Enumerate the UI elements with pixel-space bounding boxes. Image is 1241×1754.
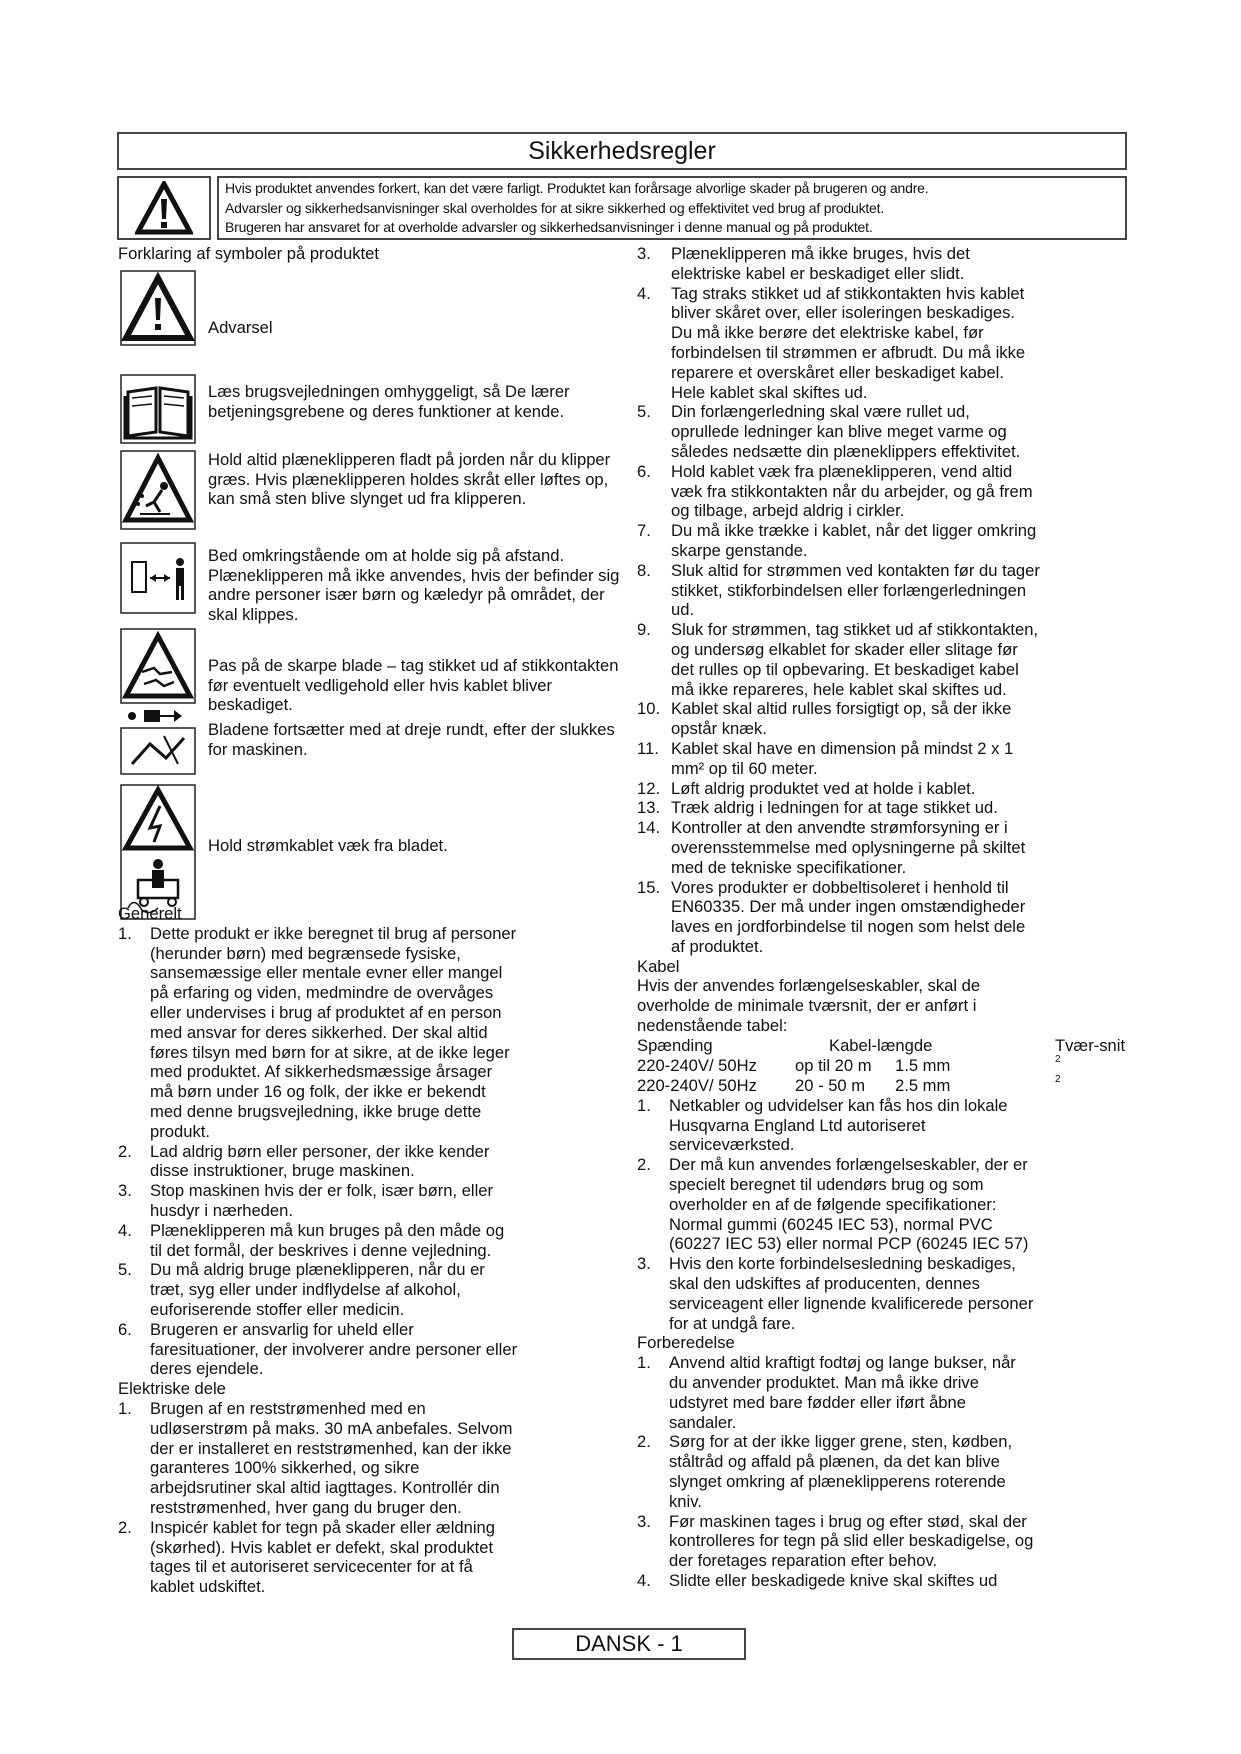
list-item-line: Inspicér kablet for tegn på skader eller ældning [150, 1517, 495, 1537]
list-item-number: 3. [637, 1254, 651, 1274]
list-item-number: 1. [637, 1353, 651, 1373]
cable-list [637, 1096, 1157, 1334]
list-item-line: oprullede ledninger kan blive meget varme og [671, 422, 1007, 442]
list-item-line: på erfaring og viden, medmindre de overvåges [150, 983, 494, 1003]
list-item [637, 620, 1157, 699]
list-item-number: 6. [637, 461, 651, 481]
cable-table [637, 1036, 1157, 1096]
list-item-line: Før maskinen tages i brug og efter stød, skal der [669, 1511, 1027, 1531]
list-item-line: Brugeren er ansvarlig for uheld eller [150, 1319, 414, 1339]
list-item [637, 402, 1157, 461]
list-item [637, 462, 1157, 521]
list-item-line: (herunder børn) med begrænsede fysiske, [150, 943, 461, 963]
list-item-line: forbindelsen til strømmen er afbrudt. Du må ikke [671, 342, 1026, 362]
list-item-line: med produktet. Af sikkerhedsmæssige årsager [150, 1062, 493, 1082]
list-item-line: kniv. [669, 1491, 702, 1511]
warning-banner [117, 176, 1127, 240]
list-item-number: 3. [637, 244, 651, 263]
list-item-number: 12. [637, 778, 661, 798]
list-item-line: Kablet skal have en dimension på mindst 2 x 1 [671, 738, 1014, 758]
list-item-number: 1. [637, 1095, 651, 1115]
list-item [637, 521, 1157, 561]
list-item-number: 2. [118, 1517, 132, 1537]
list-item-number: 8. [637, 560, 651, 580]
list-item-line: kablet udskiftet. [150, 1577, 266, 1597]
list-item-line: Sørg for at der ikke ligger grene, sten, kødben, [669, 1432, 1013, 1452]
warning-line-1: Hvis produktet anvendes forkert, kan det være farligt. Produktet kan forårsage alvorlige skader på brugeren og andre. [225, 180, 929, 196]
warning-line-3: Brugeren har ansvaret for at overholde advarsler og sikkerhedsanvisninger i denne manual og på produktet. [225, 219, 873, 235]
list-item-line: føres tilsyn med børn for at sikre, at de ikke leger [150, 1042, 510, 1062]
cable-intro-3: nedenstående tabel: [637, 1016, 788, 1036]
general-section [118, 904, 618, 1597]
list-item [118, 1399, 618, 1518]
list-item-number: 9. [637, 620, 651, 640]
list-item-line: Du må aldrig bruge plæneklipperen, når du er [150, 1260, 485, 1280]
list-item-line: og tilbage, arbejd aldrig i cirkler. [671, 501, 905, 521]
list-item-line: kontrolleres for tegn på slid eller beskadigelse, og [669, 1531, 1034, 1551]
list-item-line: (skørhed). Hvis kablet er defekt, skal produktet [150, 1537, 494, 1557]
table-cell: 220-240V/ 50Hz [637, 1055, 757, 1075]
table-cell: op til 20 m [795, 1055, 872, 1075]
list-item-line: euforiserende stoffer eller medicin. [150, 1299, 405, 1319]
list-item-line: skarpe genstande. [671, 540, 808, 560]
list-item-line: træt, syg eller under indflydelse af alkohol, [150, 1280, 461, 1300]
electric-shock-icon [120, 784, 196, 920]
list-item [637, 284, 1157, 403]
list-item-line: ud. [671, 600, 695, 620]
list-item [118, 1518, 618, 1597]
list-item-line: (60227 IEC 53) eller normal PCP (60245 IEC 57) [669, 1234, 1029, 1254]
unplug-icon [120, 704, 196, 776]
list-item-number: 1. [118, 1398, 132, 1418]
list-item-number: 13. [637, 798, 661, 818]
list-item-line: Kontroller at den anvendte strømforsyning er i [671, 818, 1008, 838]
list-item-line: produkt. [150, 1121, 210, 1141]
list-item-line: tages til et autoriseret servicecenter for at få [150, 1557, 473, 1577]
list-item-line: af produktet. [671, 936, 764, 956]
list-item-line: specielt beregnet til udendørs brug og som [669, 1175, 984, 1195]
list-item-line: Husqvarna England Ltd autoriseret [669, 1115, 926, 1135]
list-item [637, 1512, 1157, 1571]
list-item [118, 1181, 618, 1221]
list-item-number: 4. [637, 283, 651, 303]
list-item-number: 2. [637, 1155, 651, 1175]
right-column [637, 244, 1157, 1591]
list-item-line: for at undgå fare. [669, 1313, 796, 1333]
list-item-line: Hold kablet væk fra plæneklipperen, vend altid [671, 461, 1013, 481]
list-item-number: 2. [637, 1432, 651, 1452]
list-item-line: Lad aldrig børn eller personer, der ikke kender [150, 1141, 490, 1161]
list-item-number: 6. [118, 1319, 132, 1339]
list-item-line: laves en jordforbindelse til nogen som helst dele [671, 917, 1026, 937]
warning-text [217, 176, 1127, 240]
list-item [637, 1096, 1157, 1155]
list-item [118, 1142, 618, 1182]
list-item-line: Normal gummi (60245 IEC 53), normal PVC [669, 1214, 993, 1234]
list-item-line: ståltråd og affald på plænen, da det kan blive [669, 1452, 1000, 1472]
list-item-line: opstår knæk. [671, 719, 767, 739]
list-item [637, 1155, 1157, 1254]
open-book-icon [120, 374, 196, 444]
symbols-heading: Forklaring af symboler på produktet [118, 244, 380, 263]
list-item [637, 1571, 1157, 1591]
list-item-line: garanteres 100% sikkerhed, og sikre [150, 1458, 420, 1478]
list-item-number: 14. [637, 818, 661, 838]
list-item-line: disse instruktioner, bruge maskinen. [150, 1161, 415, 1181]
list-item-line: Hvis den korte forbindelsesledning beskadiges, [669, 1254, 1016, 1274]
table-cell-superscript: 2 [1055, 1053, 1061, 1065]
list-item-line: Anvend altid kraftigt fodtøj og lange bukser, når [669, 1353, 1016, 1373]
list-item-number: 4. [637, 1571, 651, 1590]
list-item-line: Netkabler og udvidelser kan fås hos din lokale [669, 1095, 1008, 1115]
list-item-line: Plæneklipperen må kun bruges på den måde og [150, 1220, 505, 1240]
list-item-line: Sluk for strømmen, tag stikket ud af stikkontakten, [671, 620, 1039, 640]
list-item-line: med denne brugsvejledning, ikke bruge dette [150, 1101, 482, 1121]
symbol-text-2: Læs brugsvejledningen omhyggeligt, så De lærer betjeningsgrebene og deres funktioner at kende. [208, 381, 570, 421]
list-item-line: der er installeret en reststrømenhed, kan der ikke [150, 1438, 512, 1458]
table-cell: 20 - 50 m [795, 1075, 866, 1095]
table-cell: 2.5 mm [895, 1075, 951, 1095]
prep-heading: Forberedelse [637, 1333, 735, 1353]
list-item-line: Vores produkter er dobbeltisoleret i henhold til [671, 877, 1009, 897]
list-item [637, 244, 1157, 284]
symbol-text-3: Hold altid plæneklipperen fladt på jorden når du klipper græs. Hvis plæneklipperen holdes skråt eller løftes op, kan små sten blive slynget ud fra klipperen. [208, 449, 611, 509]
list-item-line: Sluk altid for strømmen ved kontakten før du tager [671, 560, 1040, 580]
list-item-line: slynget omkring af plæneklipperens roterende [669, 1472, 1006, 1492]
symbol-text-7: Hold strømkablet væk fra bladet. [208, 835, 448, 855]
list-item-number: 3. [637, 1511, 651, 1531]
list-item-line: serviceværksted. [669, 1135, 795, 1155]
list-item-line: faresituationer, der involverer andre personer eller [150, 1339, 518, 1359]
list-item-number: 3. [118, 1181, 132, 1201]
list-item [637, 1353, 1157, 1432]
table-header-voltage: Spænding [637, 1035, 713, 1055]
list-item [637, 1254, 1157, 1333]
list-item [637, 699, 1157, 739]
cable-intro-2: overholde de minimale tværsnit, der er anført i [637, 996, 977, 1016]
list-item-line: sandaler. [669, 1412, 737, 1432]
left-column [118, 244, 620, 1597]
warning-triangle-icon [135, 181, 193, 235]
list-item-number: 5. [637, 402, 651, 422]
list-item [637, 1432, 1157, 1511]
list-item-number: 7. [637, 521, 651, 541]
list-item-line: må børn under 16 og folk, der ikke er bekendt [150, 1082, 486, 1102]
prep-list [637, 1353, 1157, 1591]
list-item-line: til det formål, der beskrives i denne vejledning. [150, 1240, 492, 1260]
cable-heading: Kabel [637, 956, 680, 976]
warning-triangle-icon [120, 270, 196, 346]
list-item-line: arbejdsrutiner skal altid iagttages. Kontrollér din [150, 1478, 500, 1498]
list-item-line: EN60335. Der må under ingen omstændigheder [671, 897, 1026, 917]
list-item-line: Dette produkt er ikke beregnet til brug af personer [150, 923, 517, 943]
table-cell-superscript: 2 [1055, 1073, 1061, 1085]
page-title: Sikkerhedsregler [117, 132, 1127, 170]
list-item-number: 11. [637, 738, 659, 758]
warning-icon-box [117, 176, 211, 240]
list-item-number: 10. [637, 699, 661, 719]
symbols-list [118, 264, 618, 914]
list-item [637, 818, 1157, 877]
list-item-number: 15. [637, 877, 661, 897]
list-item-line: Stop maskinen hvis der er folk, især børn, eller [150, 1181, 494, 1201]
list-item-line: Plæneklipperen må ikke bruges, hvis det [671, 244, 970, 263]
table-header-crosssection: Tvær-snit [1055, 1035, 1126, 1055]
list-item-line: skal den udskiftes af producenten, dennes [669, 1274, 980, 1294]
list-item-line: Du må ikke berøre det elektriske kabel, før [671, 323, 984, 343]
list-item-line: Tag straks stikket ud af stikkontakten hvis kablet [671, 283, 1025, 303]
list-item-line: serviceagent eller lignende kvalificerede personer [669, 1293, 1034, 1313]
list-item-line: Brugen af en reststrømenhed med en [150, 1398, 426, 1418]
list-item-line: sansemæssige eller mentale evner eller mangel [150, 963, 503, 983]
list-item-line: Din forlængerledning skal være rullet ud, [671, 402, 970, 422]
list-item-number: 4. [118, 1220, 132, 1240]
list-item-line: Kablet skal altid rulles forsigtigt op, så der ikke [671, 699, 1012, 719]
list-item-line: Løft aldrig produktet ved at holde i kablet. [671, 778, 976, 798]
list-item-line: reststrømenhed, hver gang du bruger den. [150, 1497, 462, 1517]
list-item-line: elektriske kabel er beskadiget eller slidt. [671, 263, 965, 283]
warning-line-2: Advarsler og sikkerhedsanvisninger skal overholdes for at sikre sikkerhed og effektivitet ved brug af produktet. [225, 199, 885, 216]
list-item-line: husdyr i nærheden. [150, 1200, 293, 1220]
list-item-line: du anvender produktet. Man må ikke drive [669, 1373, 979, 1393]
list-item-line: Der må kun anvendes forlængelseskabler, der er [669, 1155, 1028, 1175]
list-item-line: og undersøg elkablet for skader eller slitage før [671, 639, 1018, 659]
list-item-line: Træk aldrig i ledningen for at tage stikket ud. [671, 798, 998, 818]
table-header-length: Kabel-længde [829, 1035, 933, 1055]
list-item-line: således nedsætte din plæneklippers effektivitet. [671, 441, 1021, 461]
keep-distance-icon [120, 542, 196, 614]
list-item-line: med de tekniske specifikationer. [671, 857, 907, 877]
table-cell: 1.5 mm [895, 1055, 951, 1075]
list-item-number: 1. [118, 923, 132, 943]
list-item-number: 2. [118, 1141, 132, 1161]
list-item-line: overensstemmelse med oplysningerne på skiltet [671, 837, 1026, 857]
list-item-line: udløserstrøm på maks. 30 mA anbefales. Selvom [150, 1418, 513, 1438]
general-heading: Generelt [118, 904, 182, 923]
list-item [637, 739, 1157, 779]
list-item [637, 561, 1157, 620]
list-item [118, 1260, 618, 1319]
page-footer: DANSK - 1 [512, 1628, 746, 1660]
list-item-number: 5. [118, 1260, 132, 1280]
list-item [118, 1320, 618, 1379]
list-item-line: stikket, stikforbindelsen eller forlængerledningen [671, 580, 1027, 600]
list-item-line: bliver skåret over, eller isoleringen beskadiges. [671, 303, 1016, 323]
symbol-text-5: Pas på de skarpe blade – tag stikket ud af stikkontakten før eventuelt vedligehold eller hvis kablet bliver beskadiget. [208, 655, 619, 715]
list-item [637, 798, 1157, 818]
electric-list-continued [637, 244, 1157, 957]
list-item-line: deres ejendele. [150, 1359, 264, 1379]
list-item-line: må ikke repareres, hele kablet skal skiftes ud. [671, 679, 1007, 699]
list-item [118, 924, 618, 1142]
list-item [637, 878, 1157, 957]
symbol-text-1: Advarsel [208, 317, 273, 337]
list-item [118, 1221, 618, 1261]
list-item-line: Slidte eller beskadigede knive skal skiftes ud [669, 1571, 998, 1590]
sharp-blades-icon [120, 628, 196, 704]
list-item-line: reparere et overskåret eller beskadiget kabel. [671, 362, 1004, 382]
list-item-line: væk fra stikkontakten når du arbejder, og gå frem [671, 481, 1033, 501]
list-item [637, 779, 1157, 799]
list-item-line: Du må ikke trække i kablet, når det ligger omkring [671, 521, 1037, 541]
electric-heading: Elektriske dele [118, 1379, 226, 1399]
thrown-objects-icon [120, 450, 196, 530]
list-item-line: der foretages reparation efter behov. [669, 1551, 938, 1571]
list-item-line: mm² op til 60 meter. [671, 758, 818, 778]
list-item-line: med ansvar for deres sikkerhed. Der skal altid [150, 1022, 488, 1042]
general-list [118, 924, 618, 1379]
electric-list [118, 1399, 618, 1597]
list-item-line: eller undervises i brug af produktet af en person [150, 1002, 502, 1022]
symbol-text-4: Bed omkringstående om at holde sig på afstand. Plæneklipperen må ikke anvendes, hvis der befinder sig andre personer især børn og kæledyr på området, der skal klippes. [208, 545, 620, 625]
list-item-line: Hele kablet skal skiftes ud. [671, 382, 868, 402]
symbol-text-6: Bladene fortsætter med at dreje rundt, efter der slukkes for maskinen. [208, 719, 615, 759]
list-item-line: overholder en af de følgende specifikationer: [669, 1194, 997, 1214]
list-item-line: udstyret med bare fødder eller iført åbne [669, 1392, 966, 1412]
table-cell: 220-240V/ 50Hz [637, 1075, 757, 1095]
cable-intro-1: Hvis der anvendes forlængelseskabler, skal de [637, 976, 981, 996]
list-item-line: det rulles op til opbevaring. Et beskadiget kabel [671, 659, 1019, 679]
